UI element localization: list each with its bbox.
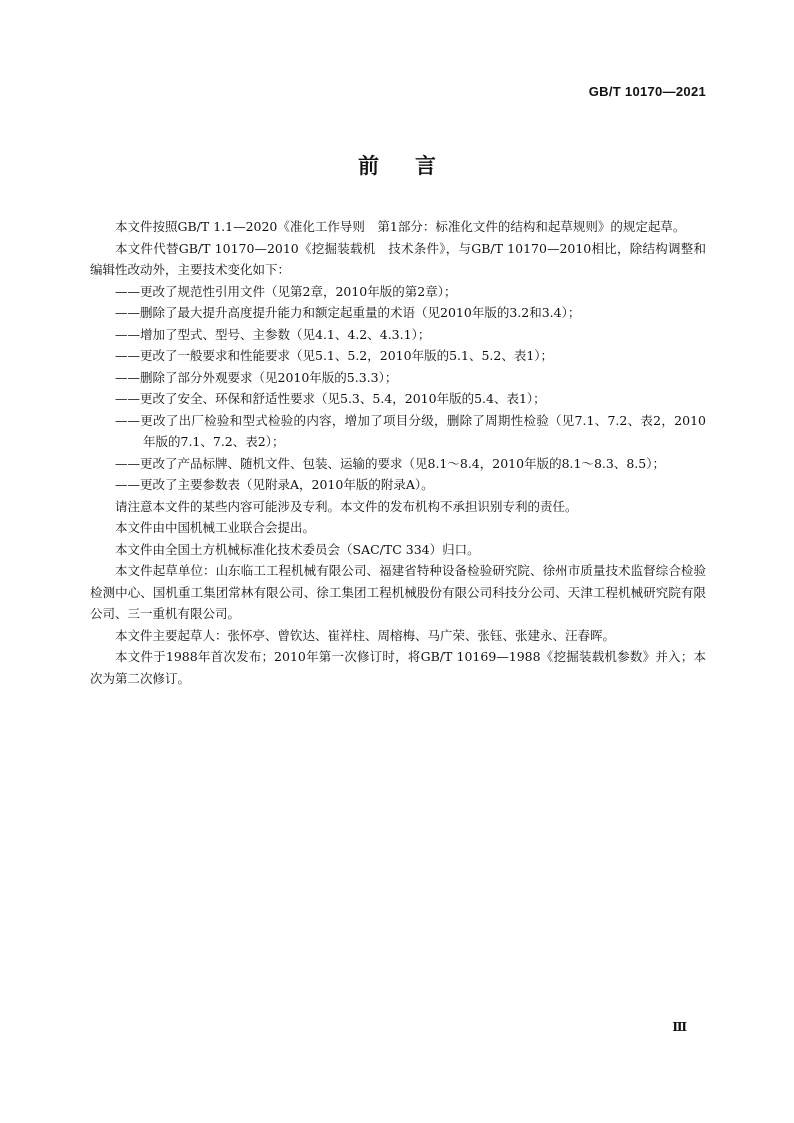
change-item: ——更改了出厂检验和型式检验的内容，增加了项目分级，删除了周期性检验（见7.1、7.2、表2，2010年版的7.1、7.2、表2）； — [115, 412, 706, 449]
change-item: ——删除了部分外观要求（见2010年版的5.3.3）； — [115, 369, 398, 385]
document-body — [90, 216, 706, 689]
change-item: ——更改了规范性引用文件（见第2章，2010年版的第2章）； — [115, 283, 457, 299]
drafting-units-paragraph: 本文件起草单位：山东临工工程机械有限公司、福建省特种设备检验研究院、徐州市质量技术监督综合检验检测中心、国机重工集团常林有限公司、徐工集团工程机械股份有限公司科技分公司、天津工程机械研究院有限公司、三一重机有限公司。 — [90, 563, 706, 621]
standard-code: GB/T 10170—2021 — [588, 84, 706, 99]
change-item: ——增加了型式、型号、主参数（见4.1、4.2、4.3.1）； — [115, 326, 431, 342]
committee-paragraph: 本文件由全国土方机械标准化技术委员会（SAC/TC 334）归口。 — [115, 541, 480, 557]
patent-notice: 请注意本文件的某些内容可能涉及专利。本文件的发布机构不承担识别专利的责任。 — [115, 498, 578, 514]
history-paragraph: 本文件于1988年首次发布；2010年第一次修订时，将GB/T 10169—1988《挖掘装载机参数》并入；本次为第二次修订。 — [90, 649, 706, 686]
page-title: 前言 — [358, 154, 472, 178]
change-item: ——删除了最大提升高度提升能力和额定起重量的术语（见2010年版的3.2和3.4）； — [115, 305, 581, 320]
change-item: ——更改了主要参数表（见附录A，2010年版的附录A）。 — [115, 477, 434, 492]
change-item: ——更改了安全、环保和舒适性要求（见5.3、5.4，2010年版的5.4、表1）； — [115, 391, 546, 406]
page-number: Ⅲ — [672, 1020, 687, 1034]
intro-paragraph: 本文件按照GB/T 1.1—2020《准化工作导则 第1部分：标准化文件的结构和起草规则》的规定起草。 — [115, 219, 686, 234]
change-item: ——更改了一般要求和性能要求（见5.1、5.2，2010年版的5.1、5.2、表1）； — [115, 348, 554, 363]
intro-paragraph: 本文件代替GB/T 10170—2010《挖掘装载机 技术条件》，与GB/T 10170—2010相比，除结构调整和编辑性改动外，主要技术变化如下： — [90, 240, 706, 277]
change-item: ——更改了产品标牌、随机文件、包装、运输的要求（见8.1～8.4，2010年版的8.1～8.3、8.5）； — [115, 455, 665, 471]
proposer-paragraph: 本文件由中国机械工业联合会提出。 — [115, 520, 316, 535]
drafters-paragraph: 本文件主要起草人：张怀亭、曾钦达、崔祥柱、周榕梅、马广荣、张钰、张建永、汪春晖。 — [115, 627, 616, 643]
